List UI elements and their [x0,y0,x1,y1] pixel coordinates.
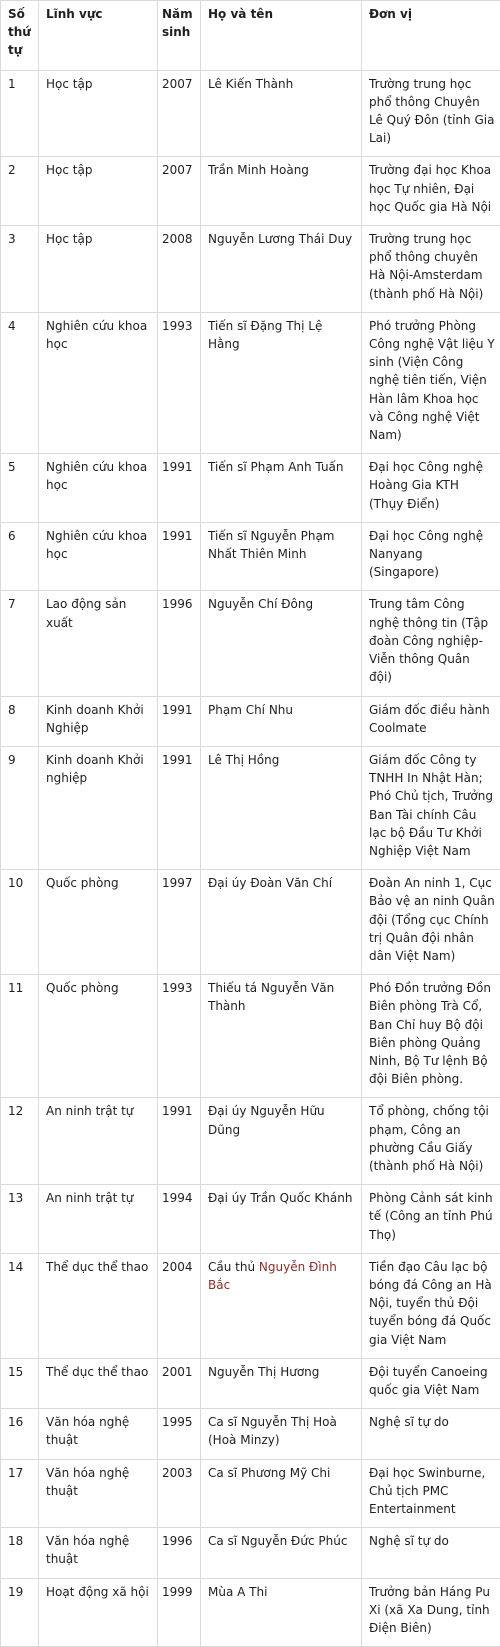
row-year: 2007 [158,70,201,157]
table-row [1,1185,500,1254]
row-number: 3 [1,226,39,313]
table-header [1,1,500,71]
row-unit: Giám đốc Công ty TNHH In Nhật Hàn; Phó Chủ tịch, Trưởng Ban Tài chính Câu lạc bộ Đầu Tư Khởi Nghiệp Việt Nam [362,746,500,869]
row-unit: Đội tuyển Canoeing quốc gia Việt Nam [362,1358,500,1408]
row-name: Đại úy Nguyễn Hữu Dũng [201,1098,362,1185]
row-number: 8 [1,696,39,746]
row-year: 1996 [158,591,201,696]
row-number: 12 [1,1098,39,1185]
row-year: 2007 [158,157,201,226]
row-field: Nghiên cứu khoa học [39,522,158,591]
row-field: Hoạt động xã hội [39,1578,158,1647]
table-row [1,312,500,453]
row-unit: Đại học Công nghệ Hoàng Gia KTH (Thụy Điển) [362,454,500,523]
row-year: 2003 [158,1459,201,1528]
row-year: 2008 [158,226,201,313]
row-unit: Đoàn An ninh 1, Cục Bảo vệ an ninh Quân đội (Tổng cục Chính trị Quân đội nhân dân Việt Nam) [362,870,500,975]
row-number: 9 [1,746,39,869]
row-field: Nghiên cứu khoa học [39,454,158,523]
row-unit: Đại học Công nghệ Nanyang (Singapore) [362,522,500,591]
table-row [1,1098,500,1185]
table-row [1,70,500,157]
row-unit: Trưởng bản Háng Pu Xi (xã Xa Dung, tỉnh Điện Biên) [362,1578,500,1647]
row-unit: Trường đại học Khoa học Tự nhiên, Đại học Quốc gia Hà Nội [362,157,500,226]
row-number: 4 [1,312,39,453]
row-name: Nguyễn Thị Hương [201,1358,362,1408]
row-field: Học tập [39,70,158,157]
row-field: Thể dục thể thao [39,1253,158,1358]
row-number: 16 [1,1409,39,1459]
row-year: 1995 [158,1409,201,1459]
table-row [1,522,500,591]
row-year: 2001 [158,1358,201,1408]
row-field: Văn hóa nghệ thuật [39,1528,158,1578]
row-field: An ninh trật tự [39,1098,158,1185]
row-year: 1991 [158,522,201,591]
row-name: Tiến sĩ Phạm Anh Tuấn [201,454,362,523]
row-year: 1999 [158,1578,201,1647]
row-field: An ninh trật tự [39,1185,158,1254]
row-number: 11 [1,975,39,1098]
table-row [1,975,500,1098]
table-row [1,870,500,975]
row-name: Lê Thị Hồng [201,746,362,869]
row-number: 15 [1,1358,39,1408]
row-name: Tiến sĩ Nguyễn Phạm Nhất Thiên Minh [201,522,362,591]
row-year: 1997 [158,870,201,975]
header-row [1,1,500,71]
table-row [1,1578,500,1647]
row-name: Đại úy Đoàn Văn Chí [201,870,362,975]
row-name: Lê Kiến Thành [201,70,362,157]
row-number: 7 [1,591,39,696]
row-field: Lao động sản xuất [39,591,158,696]
row-unit: Phó trưởng Phòng Công nghệ Vật liệu Y sinh (Viện Công nghệ tiên tiến, Viện Hàn lâm Khoa học và Công nghệ Việt Nam) [362,312,500,453]
row-field: Kinh doanh Khởi Nghiệp [39,696,158,746]
table-row [1,1409,500,1459]
row-year: 1991 [158,696,201,746]
row-number: 2 [1,157,39,226]
table-row [1,157,500,226]
table-row [1,1459,500,1528]
row-year: 1991 [158,454,201,523]
row-year: 1993 [158,975,201,1098]
row-number: 6 [1,522,39,591]
table-row [1,226,500,313]
row-field: Thể dục thể thao [39,1358,158,1408]
row-number: 18 [1,1528,39,1578]
player-name-link[interactable]: Nguyễn Đình Bắc [208,1260,337,1292]
row-unit: Đại học Swinburne, Chủ tịch PMC Entertainment [362,1459,500,1528]
row-unit: Trường trung học phổ thông chuyên Hà Nội-Amsterdam (thành phố Hà Nội) [362,226,500,313]
row-number: 10 [1,870,39,975]
row-field: Học tập [39,226,158,313]
row-unit: Tiền đạo Câu lạc bộ bóng đá Công an Hà Nội, tuyển thủ Đội tuyển bóng đá Quốc gia Việt Nam [362,1253,500,1358]
row-name: Mùa A Thi [201,1578,362,1647]
table-row [1,696,500,746]
header-name: Họ và tên [201,1,362,71]
row-field: Văn hóa nghệ thuật [39,1409,158,1459]
row-name: Thiếu tá Nguyễn Văn Thành [201,975,362,1098]
row-field: Học tập [39,157,158,226]
row-number: 17 [1,1459,39,1528]
row-field: Văn hóa nghệ thuật [39,1459,158,1528]
row-field: Quốc phòng [39,975,158,1098]
row-field: Quốc phòng [39,870,158,975]
row-unit: Nghệ sĩ tự do [362,1409,500,1459]
row-name: Đại úy Trần Quốc Khánh [201,1185,362,1254]
row-name [201,1253,362,1358]
header-no: Số thứ tự [1,1,39,71]
row-number: 1 [1,70,39,157]
row-name: Nguyễn Chí Đông [201,591,362,696]
row-unit: Phó Đồn trưởng Đồn Biên phòng Trà Cổ, Ban Chỉ huy Bộ đội Biên phòng Quảng Ninh, Bộ Tư lệnh Bộ đội Biên phòng. [362,975,500,1098]
row-field: Nghiên cứu khoa học [39,312,158,453]
row-name: Ca sĩ Nguyễn Thị Hoà (Hoà Minzy) [201,1409,362,1459]
row-name: Ca sĩ Phương Mỹ Chi [201,1459,362,1528]
row-year: 1993 [158,312,201,453]
row-name: Nguyễn Lương Thái Duy [201,226,362,313]
row-number: 19 [1,1578,39,1647]
table-row [1,454,500,523]
row-name: Tiến sĩ Đặng Thị Lệ Hằng [201,312,362,453]
row-unit: Nghệ sĩ tự do [362,1528,500,1578]
row-unit: Trường trung học phổ thông Chuyên Lê Quý Đôn (tỉnh Gia Lai) [362,70,500,157]
row-year: 1994 [158,1185,201,1254]
row-unit: Tổ phòng, chống tội phạm, Công an phường Cầu Giấy (thành phố Hà Nội) [362,1098,500,1185]
table-body [1,70,500,1647]
row-number: 5 [1,454,39,523]
table-row [1,1253,500,1358]
header-year: Năm sinh [158,1,201,71]
table-row [1,1358,500,1408]
row-number: 14 [1,1253,39,1358]
row-name: Phạm Chí Nhu [201,696,362,746]
row-name-prefix: Cầu thủ [208,1260,259,1274]
table-row [1,1528,500,1578]
table-row [1,591,500,696]
header-unit: Đơn vị [362,1,500,71]
row-year: 1991 [158,1098,201,1185]
row-year: 2004 [158,1253,201,1358]
row-unit: Phòng Cảnh sát kinh tế (Công an tỉnh Phú Thọ) [362,1185,500,1254]
row-year: 1996 [158,1528,201,1578]
table-row [1,746,500,869]
header-field: Lĩnh vực [39,1,158,71]
row-name: Trần Minh Hoàng [201,157,362,226]
row-unit: Trung tâm Công nghệ thông tin (Tập đoàn Công nghiệp-Viễn thông Quân đội) [362,591,500,696]
row-unit: Giám đốc điều hành Coolmate [362,696,500,746]
row-year: 1991 [158,746,201,869]
row-number: 13 [1,1185,39,1254]
row-field: Kinh doanh Khởi nghiệp [39,746,158,869]
row-name: Ca sĩ Nguyễn Đức Phúc [201,1528,362,1578]
